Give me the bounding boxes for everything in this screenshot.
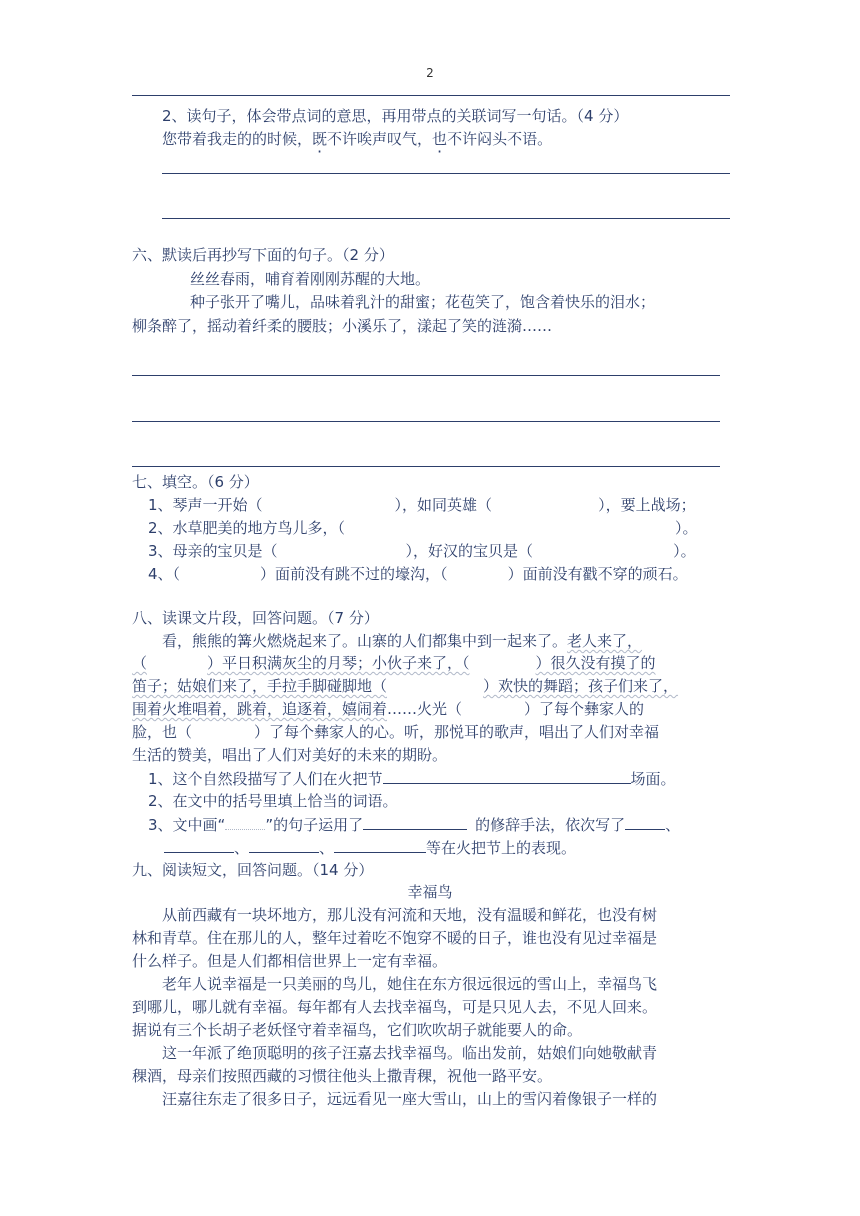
answer-blank[interactable] xyxy=(383,767,631,784)
fill-text: ）。 xyxy=(673,542,696,560)
q5-2-sentence xyxy=(162,128,552,150)
passage-text: 脸，也（ xyxy=(132,723,193,741)
story-line: 到哪儿，哪儿就有幸福。每年都有人去找幸福鸟，可是只见人去，不见人回来。 xyxy=(132,998,658,1016)
copy-line[interactable] xyxy=(132,466,720,467)
marked-sentence: 笛子；姑娘们来了，手拉手脚碰脚地（ xyxy=(132,677,388,695)
story-line: 老年人说幸福是一只美丽的鸟儿，她住在东方很远很远的雪山上，幸福鸟飞 xyxy=(162,975,658,993)
sec8-q3a xyxy=(148,813,680,836)
dotted-word: 也 xyxy=(432,130,448,148)
dotted-word: 既 xyxy=(312,130,328,148)
passage-text: ）了每个彝家人的心。听，那悦耳的歌声，唱出了人们对幸福 xyxy=(254,723,660,741)
fill-text: ）。 xyxy=(675,519,698,537)
sec8-q2: 2、在文中的括号里填上恰当的词语。 xyxy=(148,792,398,810)
question-text: 、 xyxy=(234,839,250,857)
question-text: 3、文中画“ xyxy=(148,816,226,834)
marked-sentence: ）很久没有摸了的 xyxy=(535,654,656,672)
passage-line xyxy=(132,652,656,674)
question-text: 等在火把节上的表现。 xyxy=(426,839,577,857)
fill-item-4 xyxy=(148,563,688,585)
answer-line[interactable] xyxy=(162,218,730,219)
passage-line xyxy=(132,721,659,743)
sentence-part: 不许唉声叹气， xyxy=(327,130,433,148)
copy-line[interactable] xyxy=(132,375,720,376)
story-line: 汪嘉往东走了很多日子，远远看见一座大雪山，山上的雪闪着像银子一样的 xyxy=(162,1090,658,1108)
question-text: 场面。 xyxy=(630,770,676,788)
sec6-line2a: 种子张开了嘴儿，品味着乳汁的甜蜜；花苞笑了，饱含着快乐的泪水； xyxy=(190,293,656,311)
page-number: 2 xyxy=(426,66,434,80)
fill-text: 1、琴声一开始（ xyxy=(148,496,263,514)
question-text: 、 xyxy=(319,839,335,857)
header-rule xyxy=(132,95,730,96)
marked-sentence: （ xyxy=(132,654,148,672)
question-text: 、 xyxy=(665,816,681,834)
wavy-example xyxy=(225,815,265,830)
sec8-q1 xyxy=(148,767,676,790)
question-text: 的修辞手法，依次写了 xyxy=(475,816,626,834)
story-line: 什么样子。但是人们都相信世界上一定有幸福。 xyxy=(132,952,448,970)
question-text: 1、这个自然段描写了人们在火把节 xyxy=(148,770,383,788)
passage-text: ……火光（ xyxy=(387,700,463,718)
fill-text: ）面前没有跳不过的壕沟，（ xyxy=(260,565,448,583)
story-line: 据说有三个长胡子老妖怪守着幸福鸟，它们吹吹胡子就能要人的命。 xyxy=(132,1021,583,1039)
question-text: ”的句子运用了 xyxy=(265,816,364,834)
passage-text: 看，熊熊的篝火燃烧起来了。山寨的人们都集中到一起来了。 xyxy=(162,632,568,650)
fill-text: ），如同英雄（ xyxy=(394,496,493,514)
sentence-part: 您带着我走的的时候， xyxy=(162,130,313,148)
passage-line xyxy=(162,630,642,652)
sec8-title: 八、读课文片段，回答问题。（7 分） xyxy=(132,609,379,627)
answer-line[interactable] xyxy=(162,173,730,174)
answer-blank[interactable] xyxy=(334,836,426,853)
marked-sentence: 老人来了， xyxy=(567,632,643,650)
fill-text: ），好汉的宝贝是（ xyxy=(405,542,534,560)
answer-blank[interactable] xyxy=(249,836,319,853)
sec8-q3b xyxy=(164,836,576,859)
sec6-title: 六、默读后再抄写下面的句子。（2 分） xyxy=(132,246,394,264)
passage-line: 生活的赞美，唱出了人们对美好的未来的期盼。 xyxy=(132,746,448,764)
passage-line xyxy=(132,698,644,720)
copy-line[interactable] xyxy=(132,421,720,422)
fill-item-1 xyxy=(148,494,696,516)
fill-text: 2、水草肥美的地方鸟儿多，（ xyxy=(148,519,346,537)
fill-item-3 xyxy=(148,540,696,562)
story-line: 从前西藏有一块坏地方，那儿没有河流和天地，没有温暖和鲜花，也没有树 xyxy=(162,906,658,924)
story-line: 这一年派了绝顶聪明的孩子汪嘉去找幸福鸟。临出发前，姑娘们向她敬献青 xyxy=(162,1044,658,1062)
passage-text: ）了每个彝家人的 xyxy=(524,700,645,718)
marked-sentence: ）欢快的舞蹈；孩子们来了， xyxy=(483,677,679,695)
answer-blank[interactable] xyxy=(164,836,234,853)
marked-sentence: 围着火堆唱着，跳着，追逐着，嬉闹着 xyxy=(132,700,388,718)
fill-text: 4、（ xyxy=(148,565,181,583)
passage-line xyxy=(132,675,678,697)
answer-blank[interactable] xyxy=(363,813,467,830)
answer-blank[interactable] xyxy=(625,813,665,830)
sec7-title: 七、填空。（6 分） xyxy=(132,473,259,491)
story-line: 稞酒，母亲们按照西藏的习惯往他头上撒青稞，祝他一路平安。 xyxy=(132,1067,553,1085)
story-title: 幸福鸟 xyxy=(407,883,453,901)
sec6-line1: 丝丝春雨，哺育着刚刚苏醒的大地。 xyxy=(190,270,431,288)
marked-sentence: ）平日积满灰尘的月琴；小伙子来了，（ xyxy=(207,654,470,672)
story-line: 林和青草。住在那儿的人，整年过着吃不饱穿不暖的日子，谁也没有见过幸福是 xyxy=(132,929,658,947)
sentence-part: 不许闷头不语。 xyxy=(447,130,553,148)
fill-item-2 xyxy=(148,517,698,539)
sec9-title: 九、阅读短文，回答问题。（14 分） xyxy=(132,861,374,879)
fill-text: 3、母亲的宝贝是（ xyxy=(148,542,278,560)
fill-text: ）面前没有戳不穿的顽石。 xyxy=(507,565,688,583)
fill-text: ），要上战场； xyxy=(598,496,696,514)
sec6-line2b: 柳条醉了，摇动着纤柔的腰肢；小溪乐了，漾起了笑的涟漪…… xyxy=(132,317,553,335)
q5-2-prompt: 2、读句子，体会带点词的意思，再用带点的关联词写一句话。（4 分） xyxy=(162,107,629,125)
